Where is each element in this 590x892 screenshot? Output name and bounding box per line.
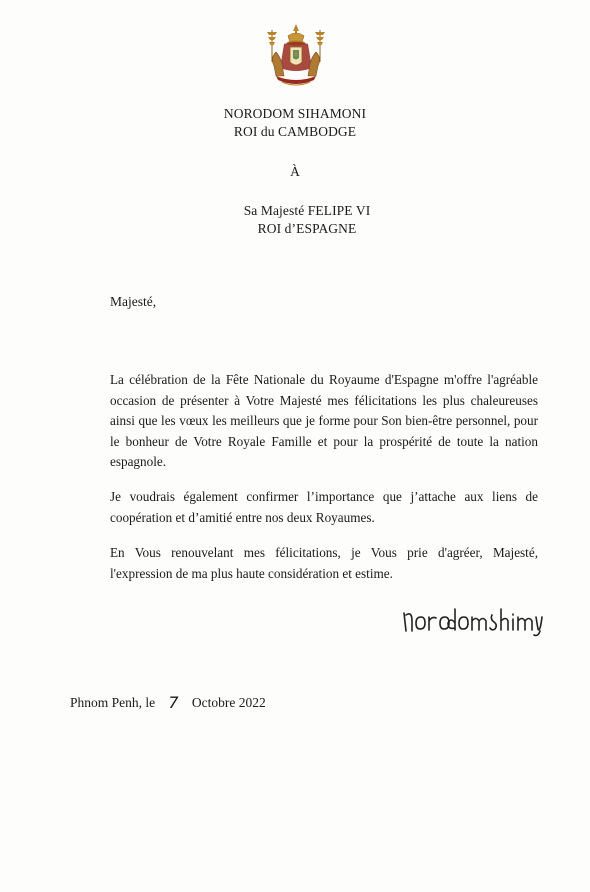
letter-paragraph-2: Je voudrais également confirmer l’importance que j’attache aux liens de coopération et d’amitié entre nos deux Royaumes. [110, 489, 538, 525]
sender-name: NORODOM SIHAMONI [223, 106, 367, 121]
dateline-place: Phnom Penh, le [70, 695, 156, 710]
recipient-name: Sa Majesté FELIPE VI [243, 203, 371, 218]
dateline-month-year: Octobre 2022 [191, 695, 266, 710]
address-to-mark: À [290, 164, 300, 179]
dateline-day: 7 [168, 693, 179, 712]
letter-paragraph-1: La célébration de la Fête Nationale du Royaume d'Espagne m'offre l'agréable occasion de présenter à Votre Majesté mes félicitations les plus chaleureuses ainsi que les vœux les meilleurs que je forme pour Son bien-être personnel, pour le bonheur de Votre Royale Famille et pour la prospérité de toute la nation espagnole. [110, 372, 538, 469]
dateline [70, 692, 266, 711]
salutation: Majesté, [110, 294, 157, 309]
royal-arms-of-cambodia-icon [262, 22, 330, 90]
handwritten-signature [398, 603, 548, 639]
letter-paragraph-3: En Vous renouvelant mes félicitations, je Vous prie d'agréer, Majesté, l'expression de ma plus haute considération et estime. [110, 545, 538, 581]
recipient-title: ROI d’ESPAGNE [257, 221, 357, 236]
sender-title: ROI du CAMBODGE [233, 124, 357, 139]
